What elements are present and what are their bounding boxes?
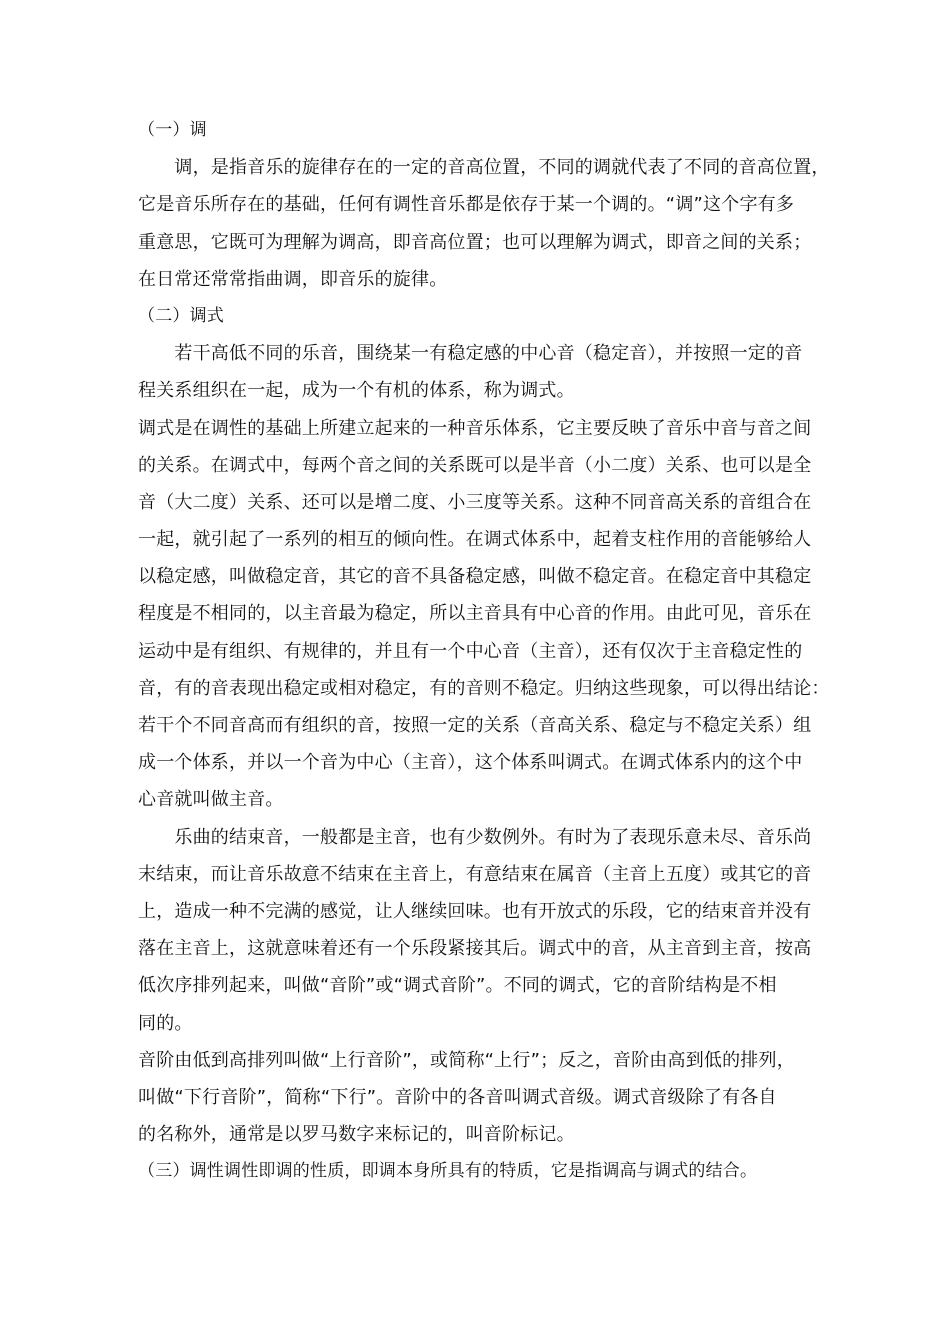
paragraph-line: 若干个不同音高而有组织的音，按照一定的关系（音高关系、稳定与不稳定关系）组: [138, 715, 812, 736]
paragraph-line: 一起，就引起了一系列的相互的倾向性。在调式体系中，起着支柱作用的音能够给人: [138, 529, 812, 551]
paragraph-line: 音阶由低到高排列叫做“上行音阶”，或简称“上行”；反之，音阶由高到低的排列，: [138, 1049, 795, 1071]
paragraph-line: 的名称外，通常是以罗马数字来标记的，叫音阶标记。: [138, 1124, 575, 1146]
paragraph-line: 以稳定感，叫做稳定音，其它的音不具备稳定感，叫做不稳定音。在稳定音中其稳定: [138, 566, 812, 588]
paragraph-line: 叫做“下行音阶”，简称“下行”。音阶中的各音叫调式音级。调式音级除了有各自: [138, 1086, 777, 1108]
paragraph-line: 末结束，而让音乐故意不结束在主音上，有意结束在属音（主音上五度）或其它的音: [138, 863, 812, 885]
paragraph-line: 重意思，它既可为理解为调高，即音高位置；也可以理解为调式，即音之间的关系；: [138, 231, 812, 253]
paragraph-line: 若干高低不同的乐音，围绕某一有稳定感的中心音（稳定音），并按照一定的音: [138, 343, 803, 365]
paragraph-line: 在日常还常常指曲调，即音乐的旋律。: [138, 268, 448, 290]
paragraph-line: 运动中是有组织、有规律的，并且有一个中心音（主音），还有仅次于主音稳定性的: [138, 640, 803, 662]
document-page: [138, 112, 830, 1190]
paragraph-line: 音（大二度）关系、还可以是增二度、小三度等关系。这种不同音高关系的音组合在: [138, 491, 812, 513]
paragraph-line: 调，是指音乐的旋律存在的一定的音高位置，不同的调就代表了不同的音高位置，: [138, 157, 830, 179]
paragraph-line: 同的。: [138, 1012, 193, 1034]
paragraph-line: 调式是在调性的基础上所建立起来的一种音乐体系，它主要反映了音乐中音与音之间: [138, 417, 812, 439]
section-heading-2: （二）调式: [138, 305, 224, 326]
paragraph-line: 乐曲的结束音，一般都是主音，也有少数例外。有时为了表现乐意未尽、音乐尚: [138, 826, 812, 848]
paragraph-line: 成一个体系，并以一个音为中心（主音），这个体系叫调式。在调式体系内的这个中: [138, 752, 803, 774]
paragraph-line: 上，造成一种不完满的感觉，让人继续回味。也有开放式的乐段，它的结束音并没有: [138, 900, 812, 922]
paragraph-line: 落在主音上，这就意味着还有一个乐段紧接其后。调式中的音，从主音到主音，按高: [138, 938, 812, 960]
paragraph-line: 音，有的音表现出稳定或相对稳定，有的音则不稳定。归纳这些现象，可以得出结论：: [138, 677, 830, 699]
paragraph-line: 心音就叫做主音。: [138, 789, 284, 811]
section-heading-3: （三）调性调性即调的性质，即调本身所具有的特质，它是指调高与调式的结合。: [138, 1161, 758, 1182]
paragraph-line: 程关系组织在一起，成为一个有机的体系，称为调式。: [138, 380, 575, 402]
section-heading-1: （一）调: [138, 120, 207, 140]
paragraph-line: 低次序排列起来，叫做“音阶”或“调式音阶”。不同的调式，它的音阶结构是不相: [138, 975, 777, 997]
paragraph-line: 它是音乐所存在的基础，任何有调性音乐都是依存于某一个调的。“调”这个字有多: [138, 194, 795, 216]
paragraph-line: 的关系。在调式中，每两个音之间的关系既可以是半音（小二度）关系、也可以是全: [138, 454, 812, 476]
paragraph-line: 程度是不相同的，以主音最为稳定，所以主音具有中心音的作用。由此可见，音乐在: [138, 603, 812, 625]
